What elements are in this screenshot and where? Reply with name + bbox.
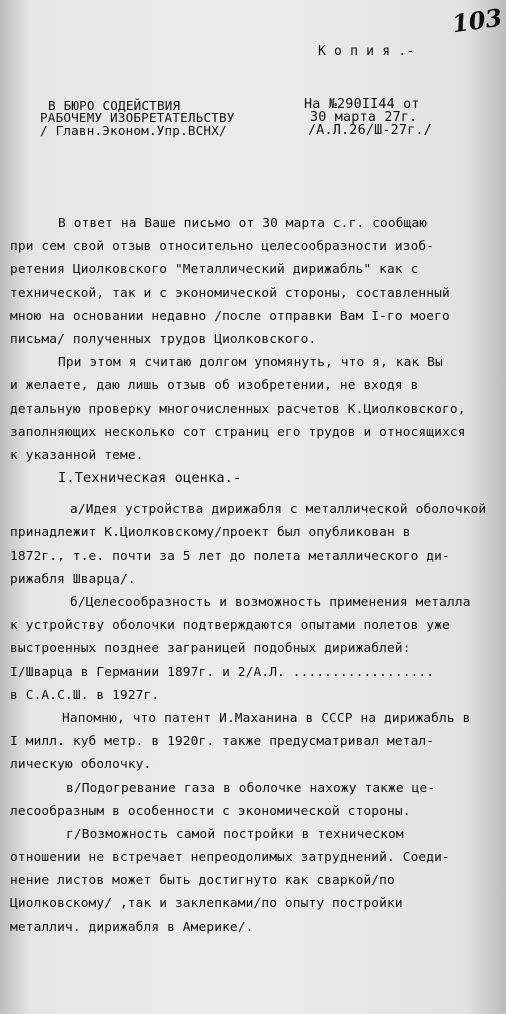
addressee-line-2: РАБОЧЕМУ ИЗОБРЕТАТЕЛЬСТВУ <box>40 110 235 125</box>
reference-line-3: /А.Л.26/Ш-27г./ <box>308 123 432 138</box>
body-line: при сем свой отзыв относительно целесообразности изоб- <box>10 239 435 255</box>
body-line: к указанной теме. <box>10 447 144 463</box>
reference-line-1: На №290II44 от <box>304 97 420 112</box>
body-line: Напомню, что патент И.Маханина в СССР на дирижабль в <box>62 710 471 726</box>
body-line: а/Идея устройства дирижабля с металлической оболочкой <box>70 502 487 518</box>
body-line: в/Подогревание газа в оболочке нахожу также це- <box>66 780 436 796</box>
letter-body <box>10 212 506 939</box>
body-line: мною на основании недавно /после отправки Вам I-го моего <box>10 308 450 324</box>
body-line: При этом я считаю долгом упомянуть, что я, как Вы <box>58 355 443 371</box>
body-line: письма/ полученных трудов Циолковского. <box>10 331 317 347</box>
body-line: лесообразным в особенности с экономической стороны. <box>10 803 411 819</box>
body-line: ретения Циолковского "Металлический дирижабль" как с <box>10 262 419 278</box>
body-line: в С.А.С.Ш. в 1927г. <box>10 687 160 703</box>
body-line: заполняющих несколько сот страниц его трудов и относящихся <box>10 424 466 440</box>
body-line: I/Шварца в Германии 1897г. и 2/А.Л. .................. <box>10 664 435 680</box>
copy-mark: К о п и я .- <box>318 44 415 59</box>
body-line: к устройству оболочки подтверждаются опытами полетов уже <box>10 618 450 634</box>
body-line: б/Целесообразность и возможность применения металла <box>70 595 471 610</box>
body-line: и желаете, даю лишь отзыв об изобретении, не входя в <box>10 378 419 394</box>
body-line: нение листов может быть достигнуто как сваркой/по <box>10 873 395 889</box>
handwritten-page-number: 103 <box>450 2 504 39</box>
body-line: принадлежит К.Циолковскому/проект был опубликован в <box>10 525 411 541</box>
body-line: Циолковскому/ ,так и заклепками/по опыту постройки <box>10 896 403 912</box>
body-line: детальную проверку многочисленных расчетов К.Циолковского, <box>10 401 466 417</box>
body-line: В ответ на Ваше письмо от 30 марта с.г. сообщаю <box>58 216 428 231</box>
body-line: рижабля Шварца/. <box>10 571 136 587</box>
addressee-line-3: / Главн.Эконом.Упр.ВСНХ/ <box>40 123 227 138</box>
body-line: I милл. куб метр. в 1920г. также предусматривал метал- <box>10 734 435 750</box>
body-line: лическую оболочку. <box>10 757 152 773</box>
body-line: технической, так и с экономической стороны, составленный <box>10 285 450 301</box>
body-line: металлич. дирижабля в Америке/. <box>10 919 254 935</box>
body-line: 1872г., т.е. почти за 5 лет до полета металлического ди- <box>10 548 450 564</box>
body-line: выстроенных позднее заграницей подобных дирижаблей: <box>10 641 411 657</box>
body-line: г/Возможность самой постройки в техническом <box>66 826 404 842</box>
body-line: отношении не встречает непреодолимых затруднений. Соеди- <box>10 850 450 866</box>
reference-line-2: 30 марта 27г. <box>310 110 418 125</box>
addressee-line-1: В БЮРО СОДЕЙСТВИЯ <box>48 98 181 113</box>
section-heading: I.Техническая оценка.- <box>58 470 242 487</box>
